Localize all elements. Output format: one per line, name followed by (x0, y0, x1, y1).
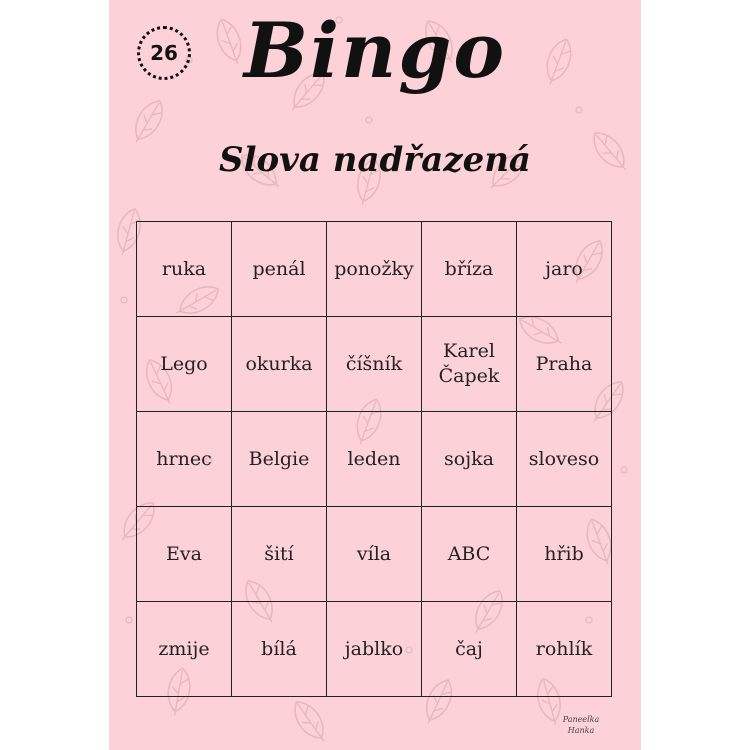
bingo-cell[interactable]: Lego (137, 317, 232, 412)
bingo-cell[interactable]: leden (327, 412, 422, 507)
dot-icon (576, 107, 582, 113)
bingo-cell[interactable]: hrnec (137, 412, 232, 507)
bingo-cell[interactable]: bříza (422, 222, 517, 317)
dot-icon (126, 617, 132, 623)
bingo-cell[interactable]: sojka (422, 412, 517, 507)
bingo-cell[interactable]: hřib (517, 507, 612, 602)
logo-line-2: Hanka (567, 725, 595, 735)
bingo-cell[interactable]: bílá (232, 602, 327, 697)
bingo-cell[interactable]: jaro (517, 222, 612, 317)
bingo-cell[interactable]: sloveso (517, 412, 612, 507)
page-title: Bingo (243, 6, 507, 95)
bingo-card (109, 0, 641, 750)
bingo-cell[interactable]: šití (232, 507, 327, 602)
leaf-icon (288, 696, 333, 747)
bingo-cell[interactable]: Praha (517, 317, 612, 412)
dot-icon (621, 467, 627, 473)
bingo-cell[interactable]: jablko (327, 602, 422, 697)
bingo-cell[interactable]: číšník (327, 317, 422, 412)
bingo-cell[interactable]: čaj (422, 602, 517, 697)
bingo-cell[interactable]: víla (327, 507, 422, 602)
bingo-cell[interactable]: ruka (137, 222, 232, 317)
bingo-cell[interactable]: penál (232, 222, 327, 317)
bingo-cell[interactable]: ABC (422, 507, 517, 602)
bingo-cell[interactable]: zmije (137, 602, 232, 697)
bingo-cell[interactable]: Eva (137, 507, 232, 602)
page-subtitle: Slova nadřazená (219, 140, 531, 180)
logo-line-1: Paneelka (562, 715, 600, 725)
dot-icon (366, 117, 372, 123)
bingo-cell[interactable]: Karel Čapek (422, 317, 517, 412)
card-number: 26 (150, 41, 178, 65)
bingo-cell[interactable]: okurka (232, 317, 327, 412)
bingo-cell[interactable]: Belgie (232, 412, 327, 507)
bingo-cell[interactable]: rohlík (517, 602, 612, 697)
dot-icon (121, 297, 127, 303)
bingo-grid (136, 221, 612, 697)
bingo-cell[interactable]: ponožky (327, 222, 422, 317)
brand-logo (551, 715, 611, 736)
